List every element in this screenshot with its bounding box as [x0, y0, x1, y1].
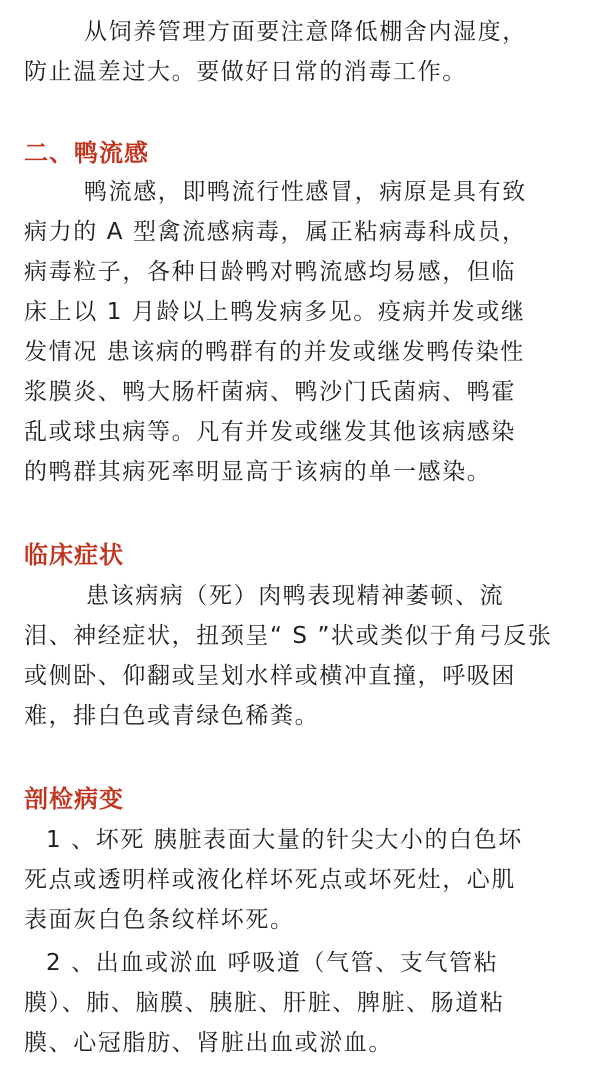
intro-line-2: 防止温差过大。要做好日常的消毒工作。 — [24, 59, 467, 85]
section2-line-1: 鸭流感，即鸭流行性感冒，病原是具有致 — [84, 179, 527, 205]
section-heading-duck-flu: 二、鸭流感 — [24, 139, 149, 167]
section-heading-lesions: 剖检病变 — [24, 785, 124, 813]
section2-line-8: 的鸭群其病死率明显高于该病的单一感染。 — [24, 459, 492, 485]
section2-line-4: 床上以 1 月龄以上鸭发病多见。疫病并发或继 — [24, 299, 526, 325]
symptoms-line-1: 患该病病（死）肉鸭表现精神萎顿、流 — [86, 583, 505, 609]
intro-line-1: 从饲养管理方面要注意降低棚舍内湿度， — [84, 19, 527, 45]
section2-line-3: 病毒粒子，各种日龄鸭对鸭流感均易感，但临 — [24, 259, 516, 285]
section-heading-symptoms: 临床症状 — [24, 541, 124, 569]
section2-line-7: 乱或球虫病等。凡有并发或继发其他该病感染 — [24, 419, 516, 445]
section2-line-2: 病力的 A 型禽流感病毒，属正粘病毒科成员， — [24, 219, 527, 245]
symptoms-line-3: 或侧卧、仰翻或呈划水样或横冲直撞，呼吸困 — [24, 663, 516, 689]
lesions-line-2: 死点或透明样或液化样坏死点或坏死灶，心肌 — [24, 867, 516, 893]
lesions-line-6: 膜、心冠脂肪、肾脏出血或淤血。 — [24, 1030, 393, 1056]
section2-line-5: 发情况 患该病的鸭群有的并发或继发鸭传染性 — [24, 339, 525, 365]
lesions-line-4: 2 、出血或淤血 呼吸道（气管、支气管粘 — [46, 950, 499, 976]
lesions-line-1: 1 、坏死 胰脏表面大量的针尖大小的白色坏 — [46, 827, 523, 853]
symptoms-line-2: 泪、神经症状，扭颈呈“ S ”状或类似于角弓反张 — [24, 623, 553, 649]
lesions-line-3: 表面灰白色条纹样坏死。 — [24, 907, 295, 933]
lesions-line-5: 膜）、肺、脑膜、胰脏、肝脏、脾脏、肠道粘 — [24, 990, 505, 1016]
section2-line-6: 浆膜炎、鸭大肠杆菌病、鸭沙门氏菌病、鸭霍 — [24, 379, 516, 405]
symptoms-line-4: 难，排白色或青绿色稀粪。 — [24, 703, 320, 729]
